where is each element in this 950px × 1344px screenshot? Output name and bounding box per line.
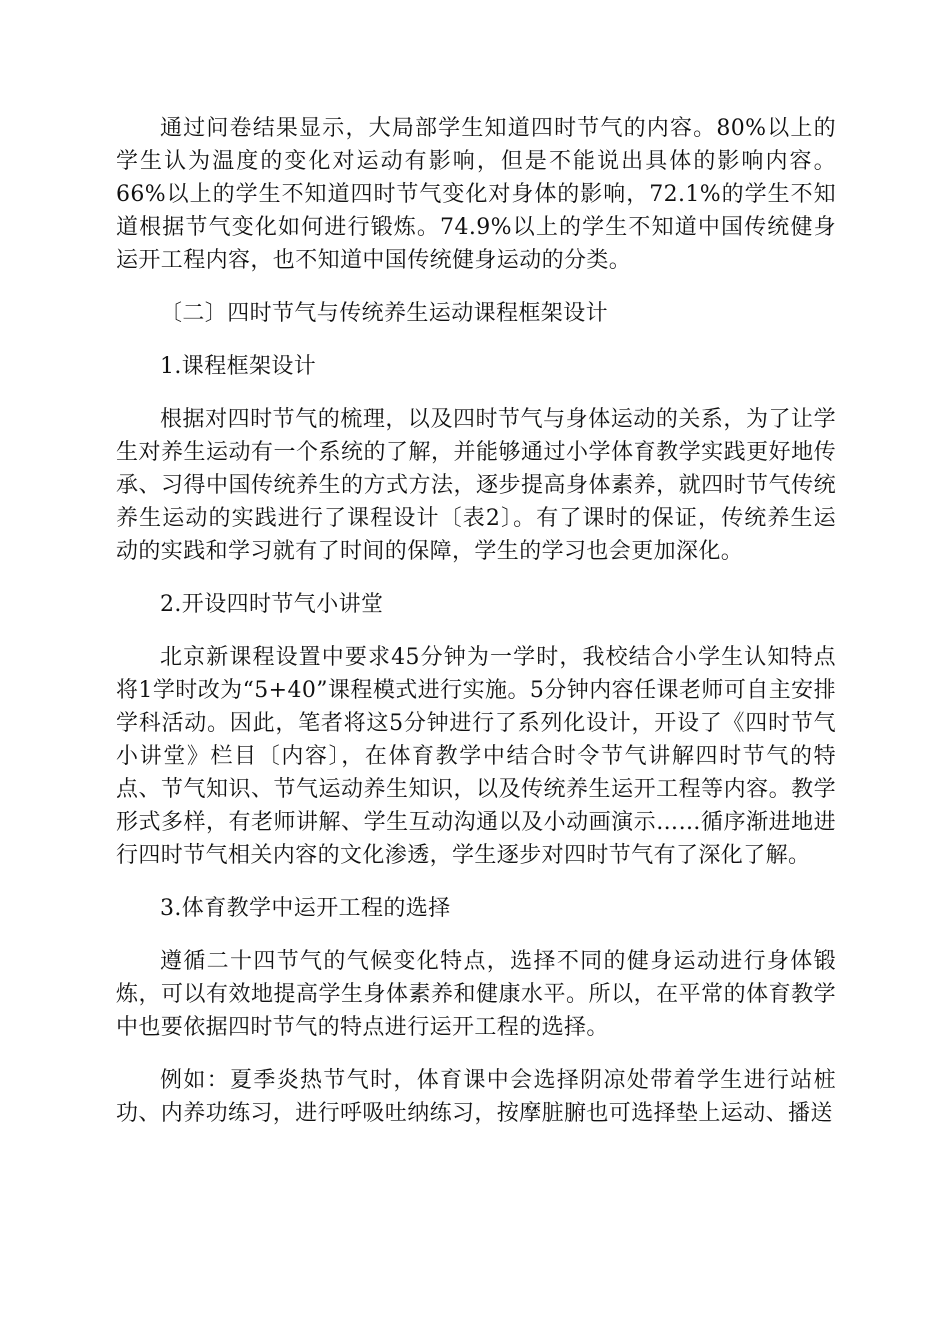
paragraph-survey-results: 通过问卷结果显示，大局部学生知道四时节气的内容。80%以上的学生认为温度的变化对运动有影响，但是不能说出具体的影响内容。66%以上的学生不知道四时节气变化对身体的影响，72.1%的学生不知道根据节气变化如何进行锻炼。74.9%以上的学生不知道中国传统健身运开工程内容，也不知道中国传统健身运动的分类。 (116, 116, 836, 273)
subheading-lecture-hall: 2.开设四时节气小讲堂 (160, 592, 384, 617)
document-page (116, 112, 836, 1130)
paragraph-lecture-hall: 北京新课程设置中要求45分钟为一学时，我校结合小学生认知特点将1学时改为“5+40”课程模式进行实施。5分钟内容任课老师可自主安排学科活动。因此，笔者将这5分钟进行了系列化设计，开设了《四时节气小讲堂》栏目〔内容〕，在体育教学中结合时令节气讲解四时节气的特点、节气知识、节气运动养生知识，以及传统养生运开工程等内容。教学形式多样，有老师讲解、学生互动沟通以及小动画演示……循序渐进地进行四时节气相关内容的文化渗透，学生逐步对四时节气有了深化了解。 (116, 645, 836, 868)
paragraph-course-design: 根据对四时节气的梳理，以及四时节气与身体运动的关系，为了让学生对养生运动有一个系统的了解，并能够通过小学体育教学实践更好地传承、习得中国传统养生的方式方法，逐步提高身体素养，就四时节气传统养生运动的实践进行了课程设计〔表2〕。有了课时的保证，传统养生运动的实践和学习就有了时间的保障，学生的学习也会更加深化。 (116, 407, 836, 564)
paragraph-exercise-selection: 遵循二十四节气的气候变化特点，选择不同的健身运动进行身体锻炼，可以有效地提高学生身体素养和健康水平。所以，在平常的体育教学中也要依据四时节气的特点进行运开工程的选择。 (116, 949, 836, 1040)
paragraph-summer-example: 例如：夏季炎热节气时，体育课中会选择阴凉处带着学生进行站桩功、内养功练习，进行呼吸吐纳练习，按摩脏腑也可选择垫上运动、播送 (116, 1068, 836, 1126)
subheading-exercise-selection: 3.体育教学中运开工程的选择 (160, 896, 451, 921)
section-heading-course-framework: 〔二〕四时节气与传统养生运动课程框架设计 (160, 301, 609, 326)
subheading-course-design: 1.课程框架设计 (160, 354, 317, 379)
